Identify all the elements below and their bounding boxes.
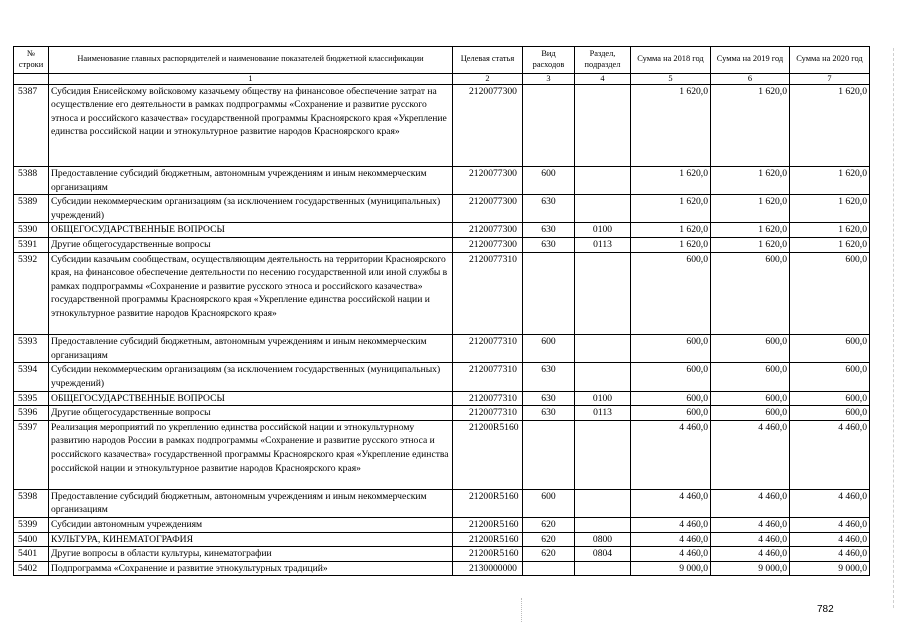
item-name-cell: Предоставление субсидий бюджетным, автономным учреждениям и иным некоммерческим организациям [49,489,453,517]
sum-2018-cell: 9 000,0 [631,561,711,576]
sum-2019-cell: 1 620,0 [711,223,790,238]
column-number: 4 [575,74,631,85]
sum-2018-cell: 4 460,0 [631,547,711,562]
row-number-cell: 5392 [14,252,49,335]
row-number-cell: 5388 [14,167,49,195]
expense-kind-cell: 630 [523,391,575,406]
item-name-cell: Подпрограмма «Сохранение и развитие этнокультурных традиций» [49,561,453,576]
sum-2019-cell: 1 620,0 [711,167,790,195]
sum-2020-cell: 1 620,0 [790,84,870,167]
target-article-cell: 21200R5160 [453,518,523,533]
column-number: 5 [631,74,711,85]
item-name-cell: Субсидии некоммерческим организациям (за исключением государственных (муниципальных) учреждений) [49,195,453,223]
sum-2018-cell: 600,0 [631,252,711,335]
column-number-row [14,74,870,85]
target-article-cell: 2120077310 [453,335,523,363]
header-sum-2019: Сумма на 2019 год [711,47,790,74]
table-row [14,195,870,223]
target-article-cell: 2120077310 [453,363,523,391]
scan-edge-line [893,48,894,608]
sum-2018-cell: 1 620,0 [631,167,711,195]
sum-2019-cell: 4 460,0 [711,420,790,489]
row-number-cell: 5391 [14,238,49,253]
sum-2020-cell: 1 620,0 [790,223,870,238]
table-row [14,547,870,562]
sum-2018-cell: 4 460,0 [631,518,711,533]
table-row [14,252,870,335]
sum-2018-cell: 1 620,0 [631,238,711,253]
row-number-cell: 5394 [14,363,49,391]
item-name-cell: Другие общегосударственные вопросы [49,406,453,421]
sum-2019-cell: 1 620,0 [711,84,790,167]
target-article-cell: 2120077300 [453,223,523,238]
sum-2020-cell: 600,0 [790,406,870,421]
sum-2018-cell: 4 460,0 [631,489,711,517]
section-cell: 0804 [575,547,631,562]
sum-2019-cell: 600,0 [711,363,790,391]
expense-kind-cell: 620 [523,532,575,547]
expense-kind-cell [523,252,575,335]
header-sum-2018: Сумма на 2018 год [631,47,711,74]
sum-2019-cell: 4 460,0 [711,547,790,562]
scan-mark [521,598,522,622]
section-cell [575,518,631,533]
sum-2020-cell: 600,0 [790,335,870,363]
sum-2019-cell: 600,0 [711,252,790,335]
header-expense-kind: Вид расходов [523,47,575,74]
header-sum-2020: Сумма на 2020 год [790,47,870,74]
row-number-cell: 5390 [14,223,49,238]
expense-kind-cell: 630 [523,223,575,238]
row-number-cell: 5398 [14,489,49,517]
table-row [14,167,870,195]
header-row-number: № строки [14,47,49,74]
target-article-cell: 2120077300 [453,84,523,167]
expense-kind-cell [523,420,575,489]
target-article-cell: 2120077310 [453,391,523,406]
header-name: Наименование главных распорядителей и наименование показателей бюджетной классификации [49,47,453,74]
column-number: 7 [790,74,870,85]
item-name-cell: Реализация мероприятий по укреплению единства российской нации и этнокультурному развитию народов России в рамках подпрограммы «Сохранение и развитие русского этноса и российского казачества» государственной программы Красноярского края «Укрепление единства российской нации и этнокультурное развитие народов Красноярского края» [49,420,453,489]
table-row [14,335,870,363]
section-cell [575,335,631,363]
table-row [14,420,870,489]
table-row [14,238,870,253]
table-body [14,84,870,576]
section-cell: 0113 [575,238,631,253]
row-number-cell: 5399 [14,518,49,533]
sum-2018-cell: 600,0 [631,406,711,421]
target-article-cell: 21200R5160 [453,532,523,547]
target-article-cell: 21200R5160 [453,420,523,489]
target-article-cell: 2130000000 [453,561,523,576]
target-article-cell: 2120077300 [453,238,523,253]
row-number-cell: 5389 [14,195,49,223]
table-row [14,406,870,421]
item-name-cell: ОБЩЕГОСУДАРСТВЕННЫЕ ВОПРОСЫ [49,223,453,238]
expense-kind-cell: 620 [523,518,575,533]
column-number: 2 [453,74,523,85]
expense-kind-cell: 620 [523,547,575,562]
sum-2020-cell: 1 620,0 [790,195,870,223]
row-number-cell: 5395 [14,391,49,406]
section-cell [575,195,631,223]
sum-2018-cell: 4 460,0 [631,420,711,489]
sum-2018-cell: 600,0 [631,335,711,363]
row-number-cell: 5401 [14,547,49,562]
sum-2020-cell: 4 460,0 [790,547,870,562]
expense-kind-cell: 600 [523,167,575,195]
section-cell: 0100 [575,391,631,406]
sum-2019-cell: 1 620,0 [711,238,790,253]
expense-kind-cell: 600 [523,489,575,517]
table-row [14,391,870,406]
sum-2019-cell: 4 460,0 [711,518,790,533]
target-article-cell: 2120077300 [453,195,523,223]
row-number-cell: 5393 [14,335,49,363]
column-number: 6 [711,74,790,85]
column-number [14,74,49,85]
expense-kind-cell [523,84,575,167]
section-cell: 0800 [575,532,631,547]
expense-kind-cell: 600 [523,335,575,363]
budget-table-sheet [13,46,869,576]
item-name-cell: Предоставление субсидий бюджетным, автономным учреждениям и иным некоммерческим организациям [49,335,453,363]
sum-2019-cell: 600,0 [711,335,790,363]
item-name-cell: Другие общегосударственные вопросы [49,238,453,253]
item-name-cell: Субсидии автономным учреждениям [49,518,453,533]
sum-2018-cell: 1 620,0 [631,223,711,238]
section-cell: 0113 [575,406,631,421]
table-row [14,518,870,533]
sum-2020-cell: 600,0 [790,252,870,335]
header-section: Раздел, подраздел [575,47,631,74]
section-cell [575,363,631,391]
column-number: 1 [49,74,453,85]
header-row [14,47,870,74]
section-cell [575,252,631,335]
expense-kind-cell: 630 [523,406,575,421]
sum-2018-cell: 600,0 [631,363,711,391]
sum-2020-cell: 4 460,0 [790,420,870,489]
sum-2019-cell: 1 620,0 [711,195,790,223]
table-row [14,489,870,517]
item-name-cell: Субсидии некоммерческим организациям (за исключением государственных (муниципальных) учреждений) [49,363,453,391]
table-row [14,363,870,391]
sum-2020-cell: 4 460,0 [790,518,870,533]
row-number-cell: 5387 [14,84,49,167]
sum-2019-cell: 9 000,0 [711,561,790,576]
expense-kind-cell: 630 [523,195,575,223]
sum-2020-cell: 1 620,0 [790,238,870,253]
expense-kind-cell: 630 [523,363,575,391]
section-cell: 0100 [575,223,631,238]
section-cell [575,561,631,576]
section-cell [575,489,631,517]
column-number: 3 [523,74,575,85]
row-number-cell: 5400 [14,532,49,547]
row-number-cell: 5397 [14,420,49,489]
sum-2019-cell: 600,0 [711,406,790,421]
target-article-cell: 2120077310 [453,406,523,421]
target-article-cell: 2120077310 [453,252,523,335]
sum-2019-cell: 4 460,0 [711,532,790,547]
budget-table [13,46,870,576]
row-number-cell: 5402 [14,561,49,576]
sum-2020-cell: 1 620,0 [790,167,870,195]
item-name-cell: ОБЩЕГОСУДАРСТВЕННЫЕ ВОПРОСЫ [49,391,453,406]
table-row [14,561,870,576]
table-row [14,84,870,167]
target-article-cell: 2120077300 [453,167,523,195]
page-number: 782 [817,604,834,615]
sum-2020-cell: 4 460,0 [790,532,870,547]
sum-2019-cell: 600,0 [711,391,790,406]
sum-2020-cell: 9 000,0 [790,561,870,576]
sum-2020-cell: 4 460,0 [790,489,870,517]
target-article-cell: 21200R5160 [453,547,523,562]
item-name-cell: Субсидия Енисейскому войсковому казачьему обществу на финансовое обеспечение затрат на осуществление его деятельности в рамках подпрограммы «Сохранение и развитие русского этноса и российского казачества» государственной программы Красноярского края «Укрепление единства российской нации и этнокультурное развитие народов Красноярского края» [49,84,453,167]
expense-kind-cell [523,561,575,576]
item-name-cell: КУЛЬТУРА, КИНЕМАТОГРАФИЯ [49,532,453,547]
item-name-cell: Предоставление субсидий бюджетным, автономным учреждениям и иным некоммерческим организациям [49,167,453,195]
sum-2018-cell: 600,0 [631,391,711,406]
section-cell [575,84,631,167]
expense-kind-cell: 630 [523,238,575,253]
sum-2019-cell: 4 460,0 [711,489,790,517]
row-number-cell: 5396 [14,406,49,421]
table-row [14,532,870,547]
sum-2018-cell: 1 620,0 [631,195,711,223]
header-target-article: Целевая статья [453,47,523,74]
sum-2018-cell: 1 620,0 [631,84,711,167]
sum-2020-cell: 600,0 [790,391,870,406]
item-name-cell: Другие вопросы в области культуры, кинематографии [49,547,453,562]
target-article-cell: 21200R5160 [453,489,523,517]
sum-2020-cell: 600,0 [790,363,870,391]
section-cell [575,167,631,195]
table-row [14,223,870,238]
item-name-cell: Субсидии казачьим сообществам, осуществляющим деятельность на территории Красноярского края, на финансовое обеспечение деятельности по несению государственной или иной службы в рамках подпрограммы «Сохранение и развитие русского этноса и российского казачества» государственной программы Красноярского края «Укрепление единства российской нации и этнокультурное развитие народов Красноярского края» [49,252,453,335]
section-cell [575,420,631,489]
sum-2018-cell: 4 460,0 [631,532,711,547]
